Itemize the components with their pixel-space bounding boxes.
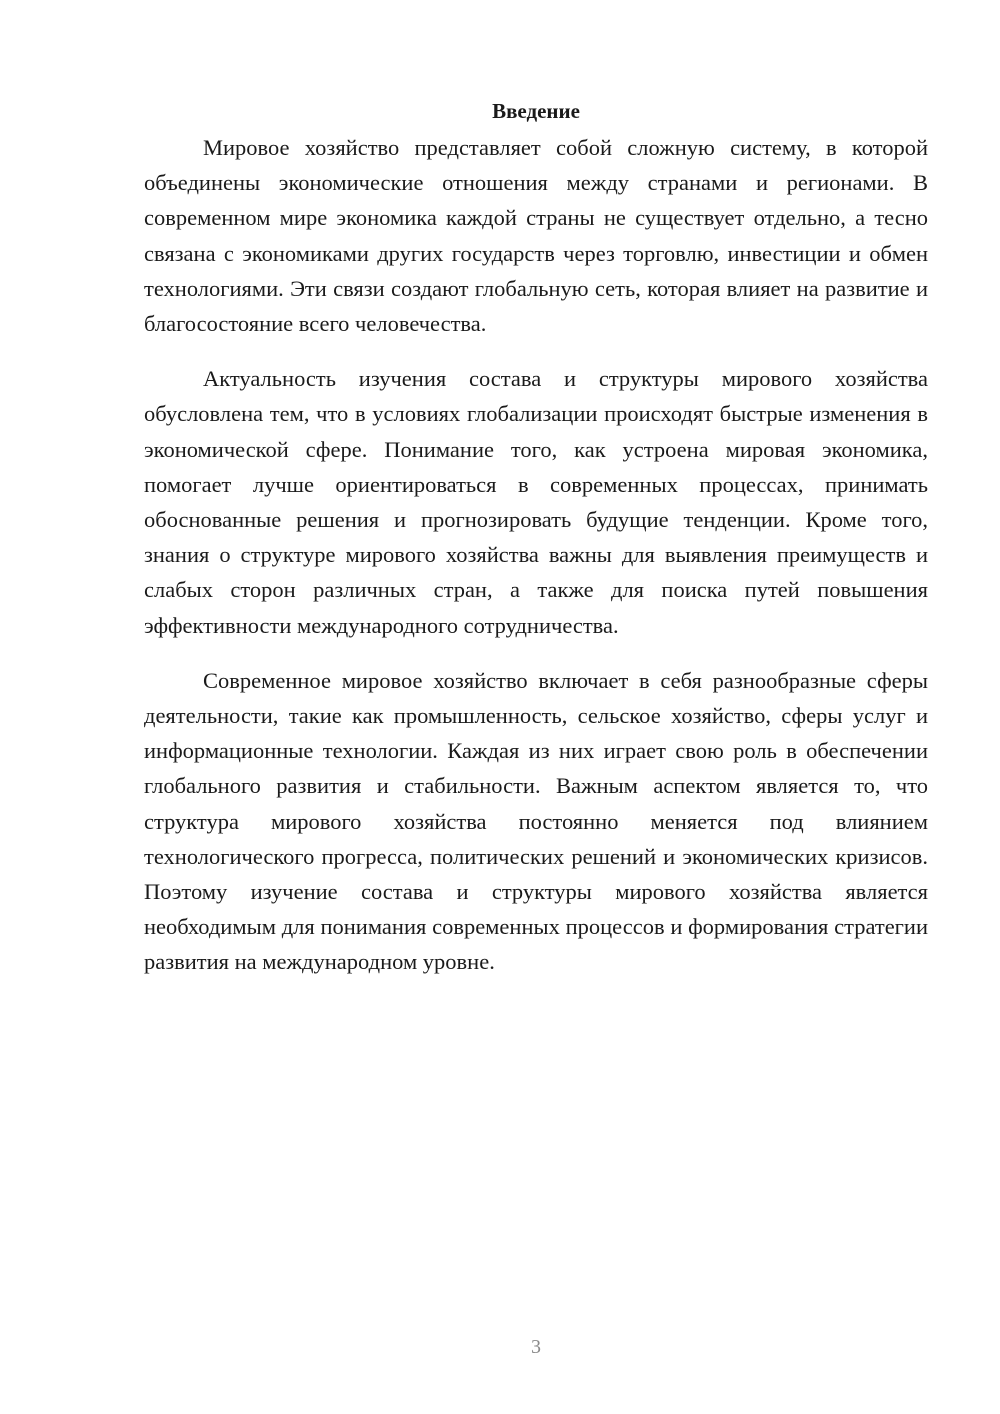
paragraph-1: Мировое хозяйство представляет собой сложную систему, в которой объединены экономические отношения между странами и регионами. В современном мире экономика каждой страны не существует отдельно, а тесно связана с экономиками других государств через торговлю, инвестиции и обмен технологиями. Эти связи создают глобальную сеть, которая влияет на развитие и благосостояние всего человечества.: [144, 135, 928, 337]
page-content: [144, 96, 928, 1000]
section-title: Введение: [492, 99, 580, 123]
page-number: 3: [531, 1336, 541, 1358]
paragraph-2: Актуальность изучения состава и структуры мирового хозяйства обусловлена тем, что в условиях глобализации происходят быстрые изменения в экономической сфере. Понимание того, как устроена мировая экономика, помогает лучше ориентироваться в современных процессах, принимать обоснованные решения и прогнозировать будущие тенденции. Кроме того, знания о структуре мирового хозяйства важны для выявления преимуществ и слабых сторон различных стран, а также для поиска путей повышения эффективности международного сотрудничества.: [144, 366, 928, 638]
paragraph-3: Современное мировое хозяйство включает в себя разнообразные сферы деятельности, такие как промышленность, сельское хозяйство, сферы услуг и информационные технологии. Каждая из них играет свою роль в обеспечении глобального развития и стабильности. Важным аспектом является то, что структура мирового хозяйства постоянно меняется под влиянием технологического прогресса, политических решений и экономических кризисов. Поэтому изучение состава и структуры мирового хозяйства является необходимым для понимания современных процессов и формирования стратегии развития на международном уровне.: [144, 667, 928, 975]
